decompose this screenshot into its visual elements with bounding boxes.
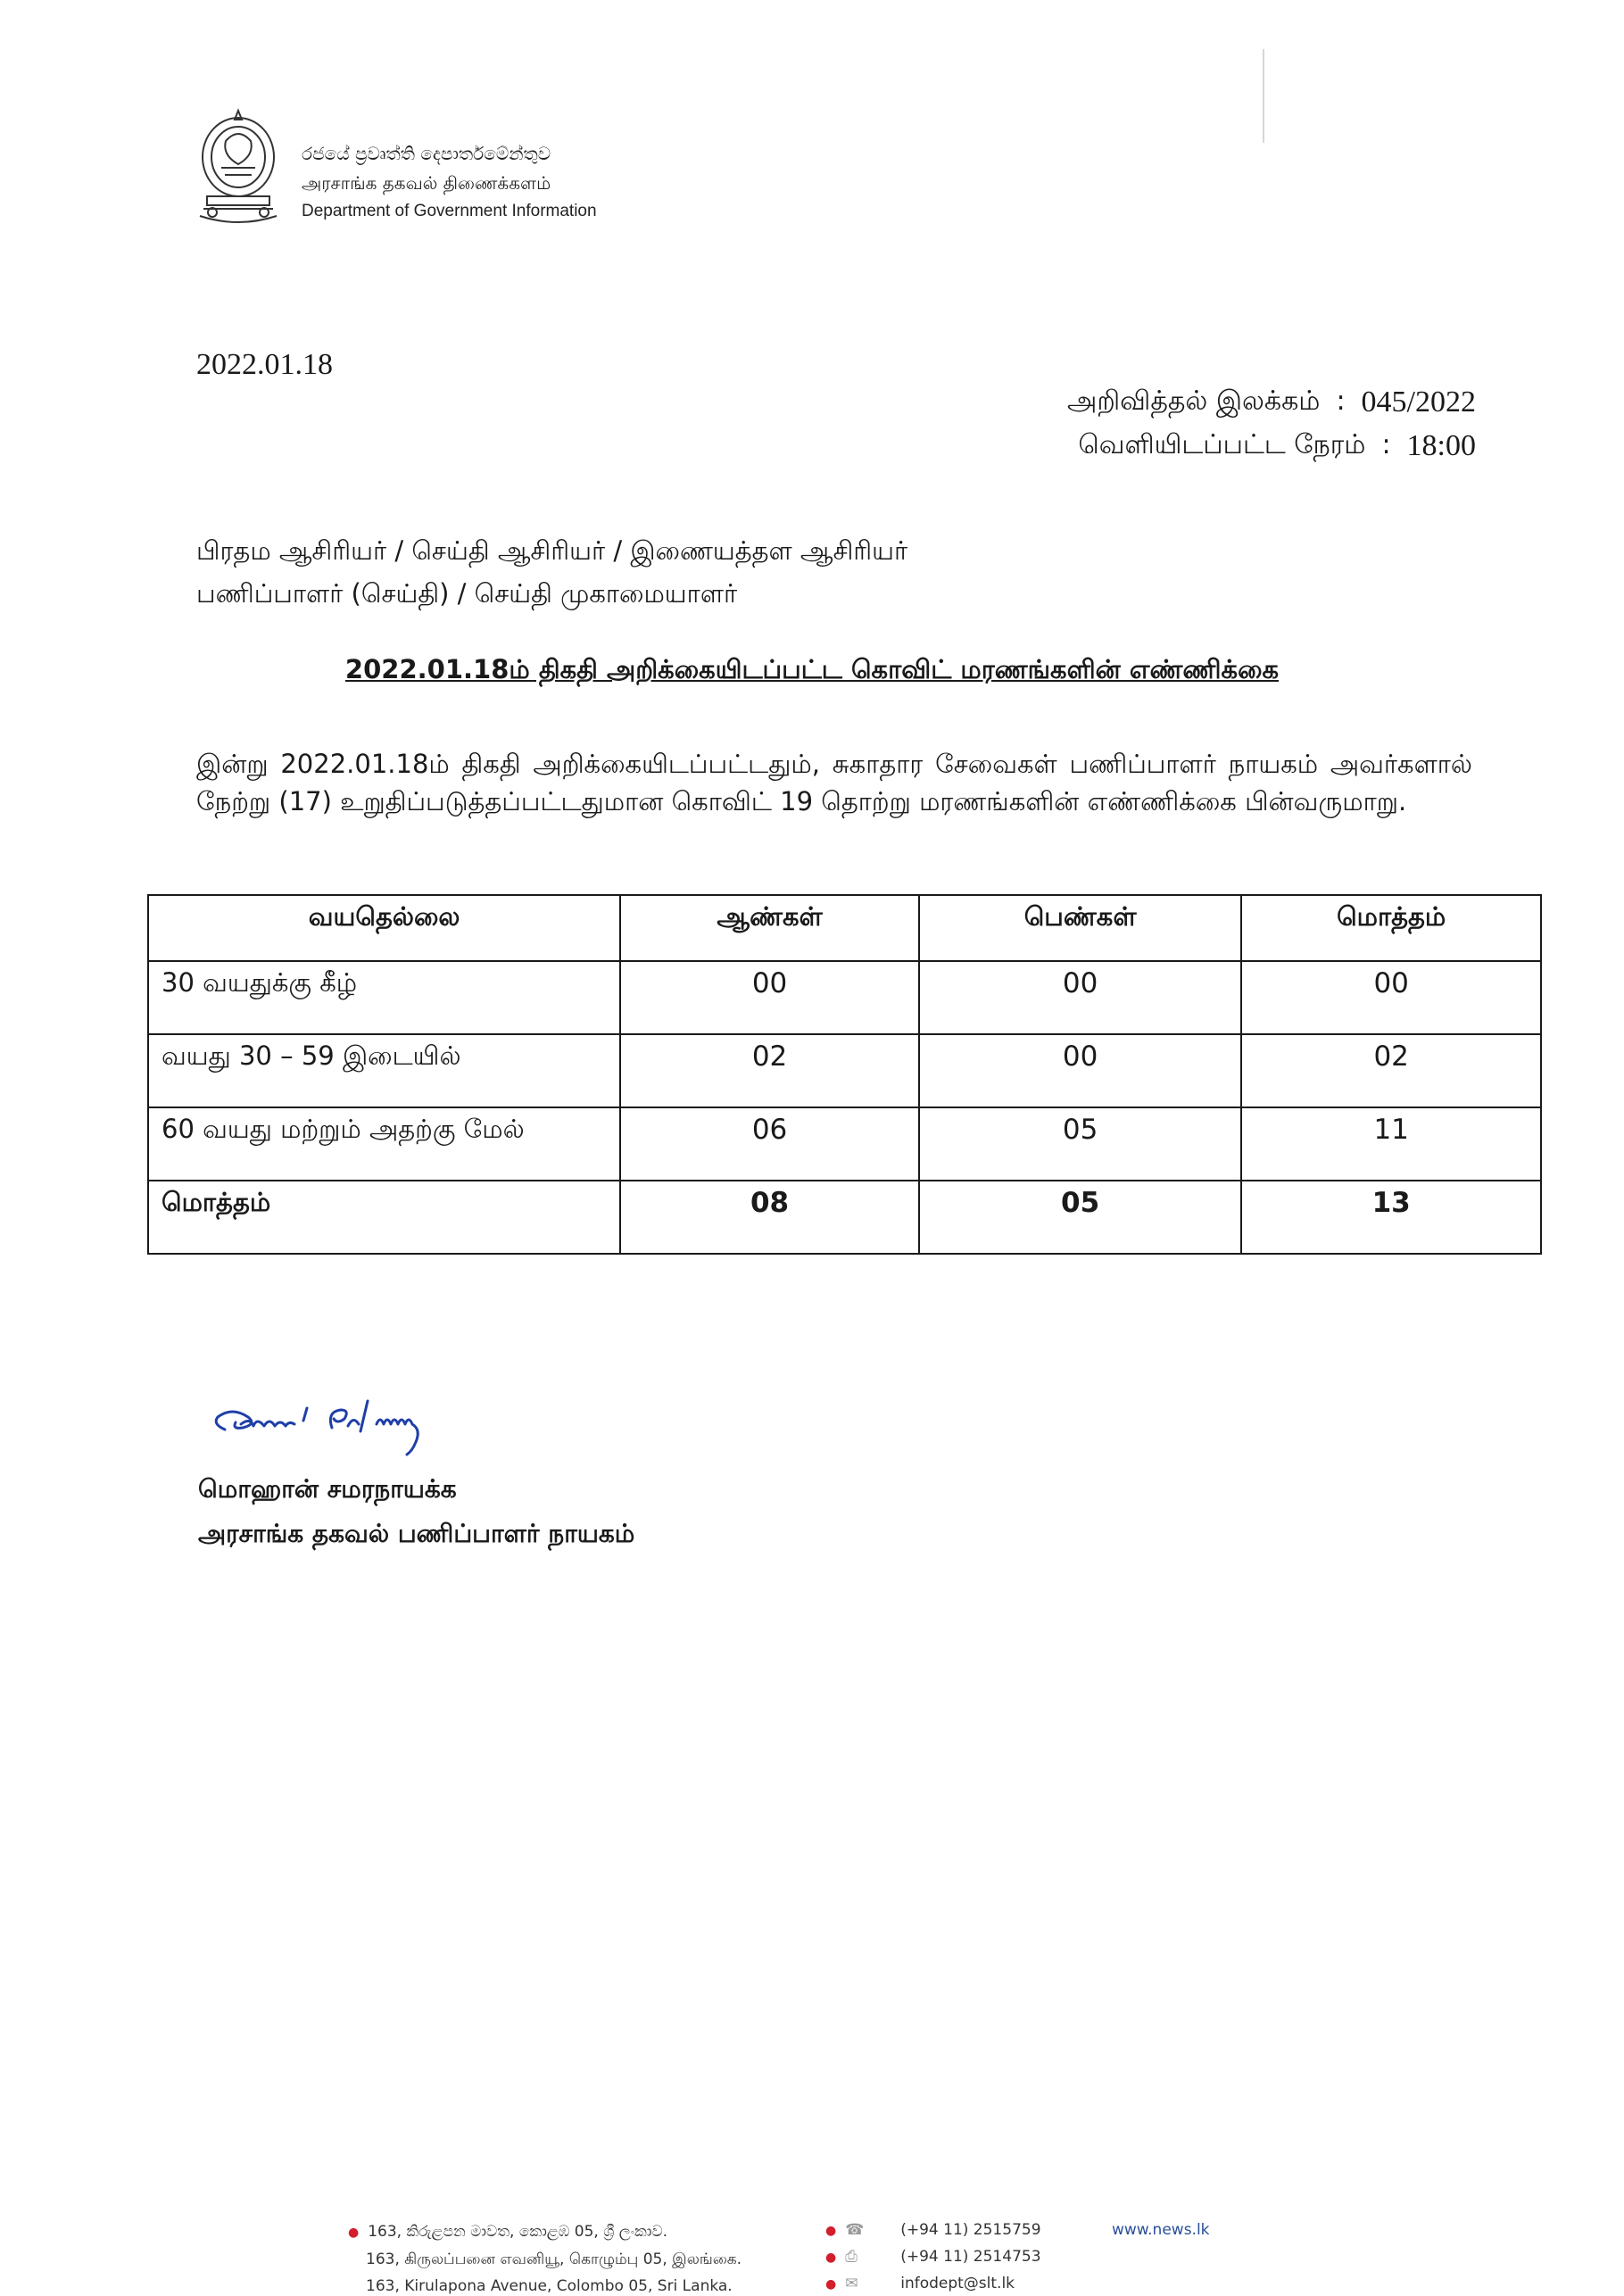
- header-male: ஆண்கள்: [620, 895, 919, 961]
- age-range-cell: 30 வயதுக்கு கீழ்: [148, 961, 620, 1034]
- table-row: [148, 1107, 1541, 1181]
- total-cell: 02: [1241, 1034, 1541, 1107]
- phone-icon: ☎: [845, 2221, 865, 2239]
- total-cell: 11: [1241, 1107, 1541, 1181]
- age-range-cell: வயது 30 – 59 இடையில்: [148, 1034, 620, 1107]
- footer-email: ● ✉ infodept@slt.lk: [825, 2275, 1015, 2292]
- footer-address-english: 163, Kirulapona Avenue, Colombo 05, Sri Lanka.: [366, 2277, 733, 2295]
- header-age-range: வயதெல்லை: [148, 895, 620, 961]
- release-date: 2022.01.18: [196, 348, 333, 381]
- body-paragraph: இன்று 2022.01.18ம் திகதி அறிக்கையிடப்பட்டதும், சுகாதார சேவைகள் பணிப்பாளர் நாயகம் அவர்களால் நேற்று (17) உறுதிப்படுத்தப்பட்டதுமான கொவிட் 19 தொற்று மரணங்களின் எண்ணிக்கை பின்வருமாறு.: [196, 749, 1472, 816]
- addressees-line-2: பணிப்பாளர் (செய்தி) / செய்தி முகாமையாளர்: [196, 578, 738, 609]
- age-range-cell: 60 வயது மற்றும் அதற்கு மேல்: [148, 1107, 620, 1181]
- grand-total-cell: 13: [1241, 1181, 1541, 1254]
- scan-mark: [1263, 49, 1264, 143]
- notice-number-value: 045/2022: [1361, 385, 1476, 419]
- table-row: [148, 1034, 1541, 1107]
- fax-icon: ⎙: [845, 2248, 858, 2266]
- total-cell: 00: [1241, 961, 1541, 1034]
- bullet-icon: ●: [825, 2250, 837, 2265]
- footer-address-sinhala: ● 163, කිරුළපන මාවත, කොළඹ 05, ශ්‍රී ලංකාව.: [348, 2223, 668, 2241]
- signer-name: மொஹான் சமரநாயக்க: [198, 1474, 457, 1504]
- male-cell: 00: [620, 961, 919, 1034]
- org-name-tamil: அரசாங்க தகவல் திணைக்களம்: [302, 172, 551, 194]
- addressees-line-1: பிரதம ஆசிரியர் / செய்தி ஆசிரியர் / இணையத்தள ஆசிரியர்: [196, 535, 908, 566]
- release-time-line: [1078, 429, 1476, 464]
- email-icon: ✉: [845, 2275, 858, 2292]
- female-cell: 00: [919, 961, 1242, 1034]
- org-name-sinhala: රජයේ ප්‍රවෘත්ති දෙපාර්තමේන්තුව: [302, 143, 551, 164]
- org-name-english: Department of Government Information: [302, 202, 597, 220]
- table-row: [148, 961, 1541, 1034]
- footer-telephone: ● ☎ (+94 11) 2515759: [825, 2221, 1041, 2239]
- header-female: பெண்கள்: [919, 895, 1242, 961]
- document-heading: 2022.01.18ம் திகதி அறிக்கையிடப்பட்ட கொவிட் மரணங்களின் எண்ணிக்கை: [344, 654, 1280, 684]
- total-label-cell: மொத்தம்: [148, 1181, 620, 1254]
- separator: :: [1381, 429, 1391, 460]
- table-header-row: [148, 895, 1541, 961]
- sri-lanka-emblem-icon: [195, 105, 282, 228]
- covid-deaths-table: [147, 894, 1542, 1255]
- separator: :: [1336, 385, 1346, 417]
- male-total-cell: 08: [620, 1181, 919, 1254]
- footer-website-link[interactable]: www.news.lk: [1112, 2221, 1210, 2239]
- male-cell: 02: [620, 1034, 919, 1107]
- female-cell: 00: [919, 1034, 1242, 1107]
- release-time-value: 18:00: [1406, 429, 1476, 462]
- header-total: மொத்தம்: [1241, 895, 1541, 961]
- footer-address-tamil: 163, கிருலப்பனை எவனியூ, கொழும்பு 05, இலங்கை.: [366, 2250, 742, 2268]
- bullet-icon: ●: [348, 2226, 360, 2240]
- footer-fax: ● ⎙ (+94 11) 2514753: [825, 2248, 1041, 2266]
- female-total-cell: 05: [919, 1181, 1242, 1254]
- notice-number-line: [1067, 385, 1476, 420]
- bullet-icon: ●: [825, 2277, 837, 2292]
- notice-number-label: அறிவித்தல் இலக்கம்: [1067, 385, 1321, 417]
- release-time-label: வெளியிடப்பட்ட நேரம்: [1078, 429, 1366, 460]
- signer-title: அரசாங்க தகவல் பணிப்பாளர் நாயகம்: [198, 1519, 635, 1548]
- table-total-row: [148, 1181, 1541, 1254]
- male-cell: 06: [620, 1107, 919, 1181]
- bullet-icon: ●: [825, 2224, 837, 2238]
- female-cell: 05: [919, 1107, 1242, 1181]
